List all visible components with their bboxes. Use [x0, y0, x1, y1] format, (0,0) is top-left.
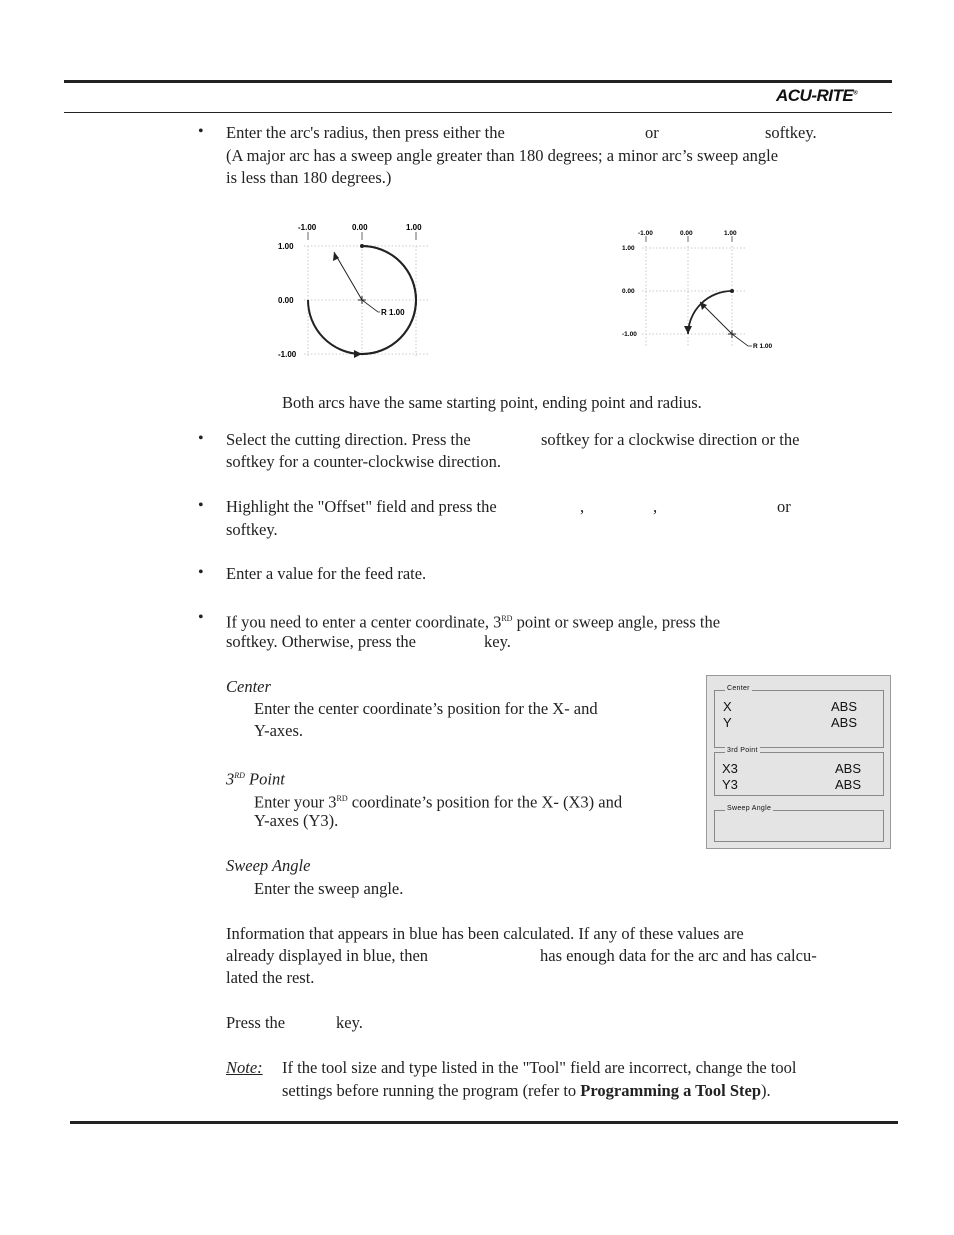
center-group	[714, 685, 884, 748]
step3-or: or	[777, 497, 791, 516]
bullet: •	[198, 430, 204, 447]
step2-line1b: softkey for a clockwise direction or the	[541, 430, 800, 449]
step1-line2: (A major arc has a sweep angle greater than 180 degrees; a minor arc’s sweep angle	[226, 146, 779, 165]
point3-y-label: Y3	[722, 777, 738, 792]
center-heading: Center	[226, 677, 271, 696]
step1-softkey: softkey.	[765, 123, 817, 142]
step2-line2: softkey for a counter-clockwise direction.	[226, 452, 502, 471]
step3-comma2: ,	[653, 497, 658, 516]
right-ytick-zero: 0.00	[622, 288, 635, 295]
left-ytick-zero: 0.00	[278, 296, 294, 305]
step2-line1a: Select the cutting direction. Press the	[226, 430, 471, 449]
step3-comma1: ,	[580, 497, 585, 516]
header-rule	[64, 80, 892, 83]
left-ytick-neg: -1.00	[278, 350, 297, 359]
point3-line2: Y-axes (Y3).	[254, 811, 339, 830]
left-xtick-pos: 1.00	[406, 223, 422, 232]
bullet: •	[198, 497, 204, 514]
point3-group-title: 3rd Point	[727, 747, 758, 754]
right-xtick-neg: -1.00	[638, 230, 653, 237]
point3-y-mode[interactable]: ABS	[835, 777, 862, 792]
major-arc-figure	[274, 218, 434, 364]
center-y-label: Y	[723, 715, 732, 730]
right-ytick-neg: -1.00	[622, 331, 637, 338]
arc-params-panel	[706, 675, 891, 849]
sweep-group-title: Sweep Angle	[727, 805, 772, 812]
left-radius-label: R 1.00	[381, 308, 405, 317]
header-thin-rule	[64, 112, 892, 113]
press-a: Press the	[226, 1013, 286, 1032]
center-x-label: X	[723, 699, 732, 714]
point3-group	[714, 747, 884, 796]
bullet: •	[198, 123, 204, 140]
point3-x-mode[interactable]: ABS	[835, 761, 862, 776]
note-label: Note:	[226, 1058, 263, 1077]
step3-line2: softkey.	[226, 520, 278, 539]
center-group-title: Center	[727, 685, 750, 692]
info-line2b: has enough data for the arc and has calcu-	[540, 946, 817, 965]
bullet: •	[198, 609, 204, 626]
info-line1: Information that appears in blue has been calculated. If any of these values are	[226, 924, 744, 943]
step4-line1: Enter a value for the feed rate.	[226, 564, 427, 583]
note-line1: If the tool size and type listed in the "Tool" field are incorrect, change the tool	[282, 1058, 797, 1077]
info-line3: lated the rest.	[226, 968, 315, 987]
sweep-group	[714, 805, 884, 842]
point3-line1: Enter your 3RD coordinate’s position for the X- (X3) and	[254, 792, 623, 812]
right-xtick-zero: 0.00	[680, 230, 693, 237]
point3-heading: 3RD Point	[226, 769, 285, 789]
left-xtick-zero: 0.00	[352, 223, 368, 232]
center-x-mode[interactable]: ABS	[831, 699, 858, 714]
step1-or: or	[645, 123, 659, 142]
step1-line1: Enter the arc's radius, then press either the	[226, 123, 505, 142]
press-b: key.	[336, 1013, 363, 1032]
minor-arc-figure	[620, 226, 780, 352]
step5-line1: If you need to enter a center coordinate, 3RD point or sweep angle, press the	[226, 612, 721, 632]
step1-line3: is less than 180 degrees.)	[226, 168, 392, 187]
figure-caption: Both arcs have the same starting point, ending point and radius.	[282, 393, 702, 412]
footer-rule	[70, 1121, 898, 1124]
brand-logo: ACU-RITE®	[776, 86, 858, 105]
step3-line1: Highlight the "Offset" field and press the	[226, 497, 497, 516]
info-line2a: already displayed in blue, then	[226, 946, 429, 965]
sweep-heading: Sweep Angle	[226, 856, 311, 875]
left-ytick-pos: 1.00	[278, 242, 294, 251]
center-y-mode[interactable]: ABS	[831, 715, 858, 730]
note-line2: settings before running the program (refer to Programming a Tool Step).	[282, 1081, 771, 1100]
right-xtick-pos: 1.00	[724, 230, 737, 237]
right-ytick-pos: 1.00	[622, 245, 635, 252]
right-radius-label: R 1.00	[753, 343, 773, 350]
bullet: •	[198, 564, 204, 581]
left-xtick-neg: -1.00	[298, 223, 317, 232]
step5-line2a: softkey. Otherwise, press the	[226, 632, 417, 651]
center-line2: Y-axes.	[254, 721, 304, 740]
step5-line2b: key.	[484, 632, 511, 651]
point3-x-label: X3	[722, 761, 738, 776]
center-line1: Enter the center coordinate’s position for the X- and	[254, 699, 598, 718]
sweep-line1: Enter the sweep angle.	[254, 879, 404, 898]
